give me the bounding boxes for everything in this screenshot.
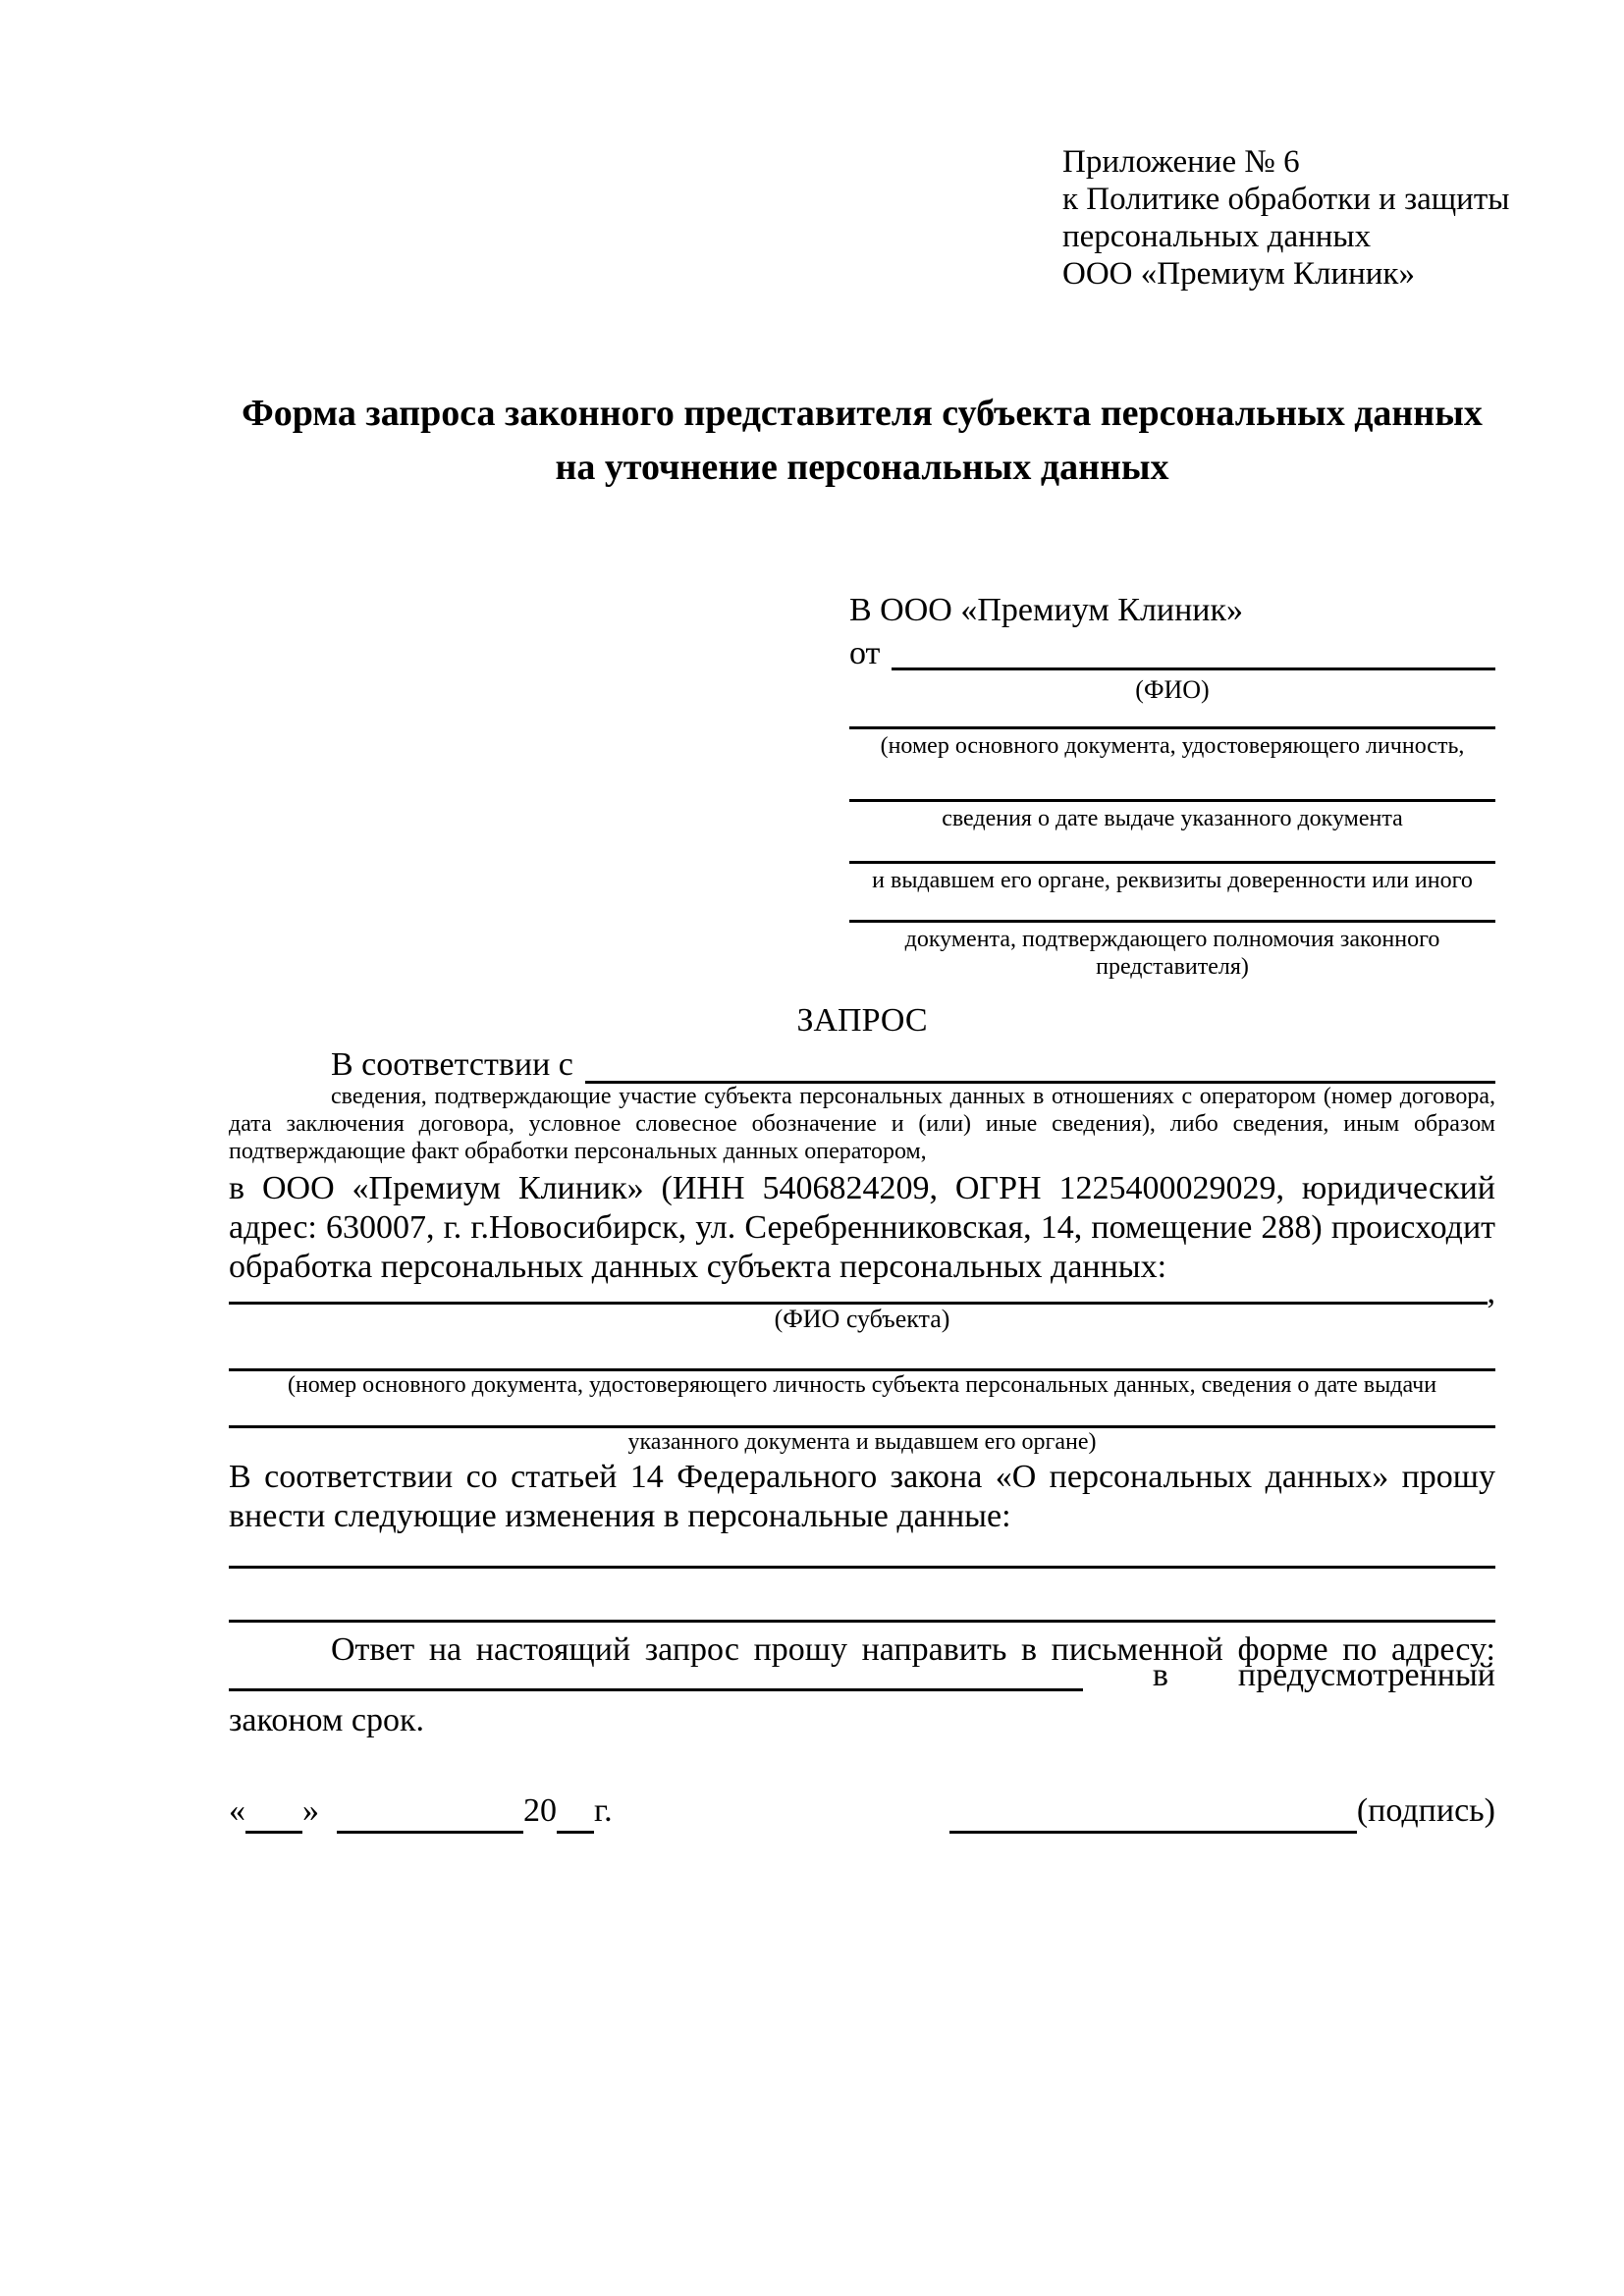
addressee-block xyxy=(849,589,1495,981)
subject-doc-caption-2: указанного документа и выдавшем его органе) xyxy=(627,1429,1097,1455)
document-title xyxy=(229,387,1495,495)
subject-doc-blank-line-1 xyxy=(229,1334,1495,1371)
fio-subject-row xyxy=(229,1274,1495,1310)
doc-blank-line-3 xyxy=(849,832,1495,864)
annex-block xyxy=(1062,143,1509,293)
changes-blank-line-2 xyxy=(229,1569,1495,1623)
fio-blank-line xyxy=(892,667,1495,670)
doc-blank-line-1 xyxy=(849,705,1495,729)
addressee-from-row xyxy=(849,632,1495,675)
subject-doc-blank-line-2 xyxy=(229,1399,1495,1428)
annex-line-3: персональных данных xyxy=(1062,219,1372,254)
answer-word-1: в xyxy=(1152,1657,1168,1693)
day-blank-line xyxy=(245,1831,302,1834)
changes-blank-line-1 xyxy=(229,1536,1495,1569)
doc-caption-2: сведения о дате выдаче указанного документа xyxy=(942,806,1403,831)
quote-open: « xyxy=(229,1792,245,1829)
request-heading: ЗАПРОС xyxy=(796,1002,928,1039)
title-line-2: на уточнение персональных данных xyxy=(555,447,1169,488)
answer-word-2: предусмотренный xyxy=(1237,1657,1495,1693)
footer-row xyxy=(229,1791,1495,1837)
annex-line-2: к Политике обработки и защиты xyxy=(1062,182,1510,217)
signature-group xyxy=(949,1791,1495,1837)
doc-caption-1: (номер основного документа, удостоверяющего личность, xyxy=(880,733,1465,759)
operator-paragraph: в ООО «Премиум Клиник» (ИНН 5406824209, ОГРН 1225400029029, юридический адрес: 630007, г. г.Новосибирск, ул. Серебренниковская, 14, помещение 288) происходит обработка персональных данных субъекта персональных данных: xyxy=(229,1170,1495,1285)
answer-tail: законом срок. xyxy=(229,1702,424,1738)
trailing-comma: , xyxy=(1487,1274,1495,1310)
doc-blank-line-4 xyxy=(849,894,1495,923)
date-group xyxy=(229,1791,613,1837)
annex-line-1: Приложение № 6 xyxy=(1062,144,1300,180)
fio-subject-caption: (ФИО субъекта) xyxy=(774,1305,950,1333)
from-label: от xyxy=(849,635,881,671)
fine-print: сведения, подтверждающие участие субъекта персональных данных в отношениях с оператором (номер договора, дата заключения договора, условное словесное обозначение и (или) иные сведения), либо сведения, иным образом подтверждающие факт обработки персональных данных оператором, xyxy=(229,1084,1495,1164)
year-suffix: г. xyxy=(594,1792,613,1829)
doc-caption-3: и выдавшем его органе, реквизиты доверенности или иного xyxy=(872,868,1473,893)
quote-close: » xyxy=(302,1792,319,1829)
year-blank-line xyxy=(557,1831,594,1834)
answer-line-1: Ответ на настоящий запрос прошу направить в письменной форме по адресу: xyxy=(331,1631,1495,1668)
subject-doc-caption-1: (номер основного документа, удостоверяющего личность субъекта персональных данных, сведения о дате выдачи xyxy=(287,1372,1437,1398)
signature-caption: (подпись) xyxy=(1356,1792,1495,1829)
signature-blank-line xyxy=(949,1831,1357,1834)
title-line-1: Форма запроса законного представителя субъекта персональных данных xyxy=(242,393,1483,434)
doc-blank-line-2 xyxy=(849,760,1495,802)
month-blank-line xyxy=(337,1831,523,1834)
request-body xyxy=(229,1001,1495,1837)
doc-caption-4: документа, подтверждающего полномочия законного представителя) xyxy=(904,927,1440,980)
annex-line-4: ООО «Премиум Клиник» xyxy=(1062,256,1415,292)
address-blank-line xyxy=(229,1688,1083,1691)
law-paragraph: В соответствии со статьей 14 Федерального закона «О персональных данных» прошу внести следующие изменения в персональные данные: xyxy=(229,1459,1495,1534)
answer-line-2 xyxy=(229,1657,1495,1695)
lead-label: В соответствии с xyxy=(331,1046,573,1083)
addressee-to: В ООО «Премиум Клиник» xyxy=(849,592,1244,628)
year-prefix: 20 xyxy=(523,1792,557,1829)
fio-caption: (ФИО) xyxy=(1135,675,1210,704)
